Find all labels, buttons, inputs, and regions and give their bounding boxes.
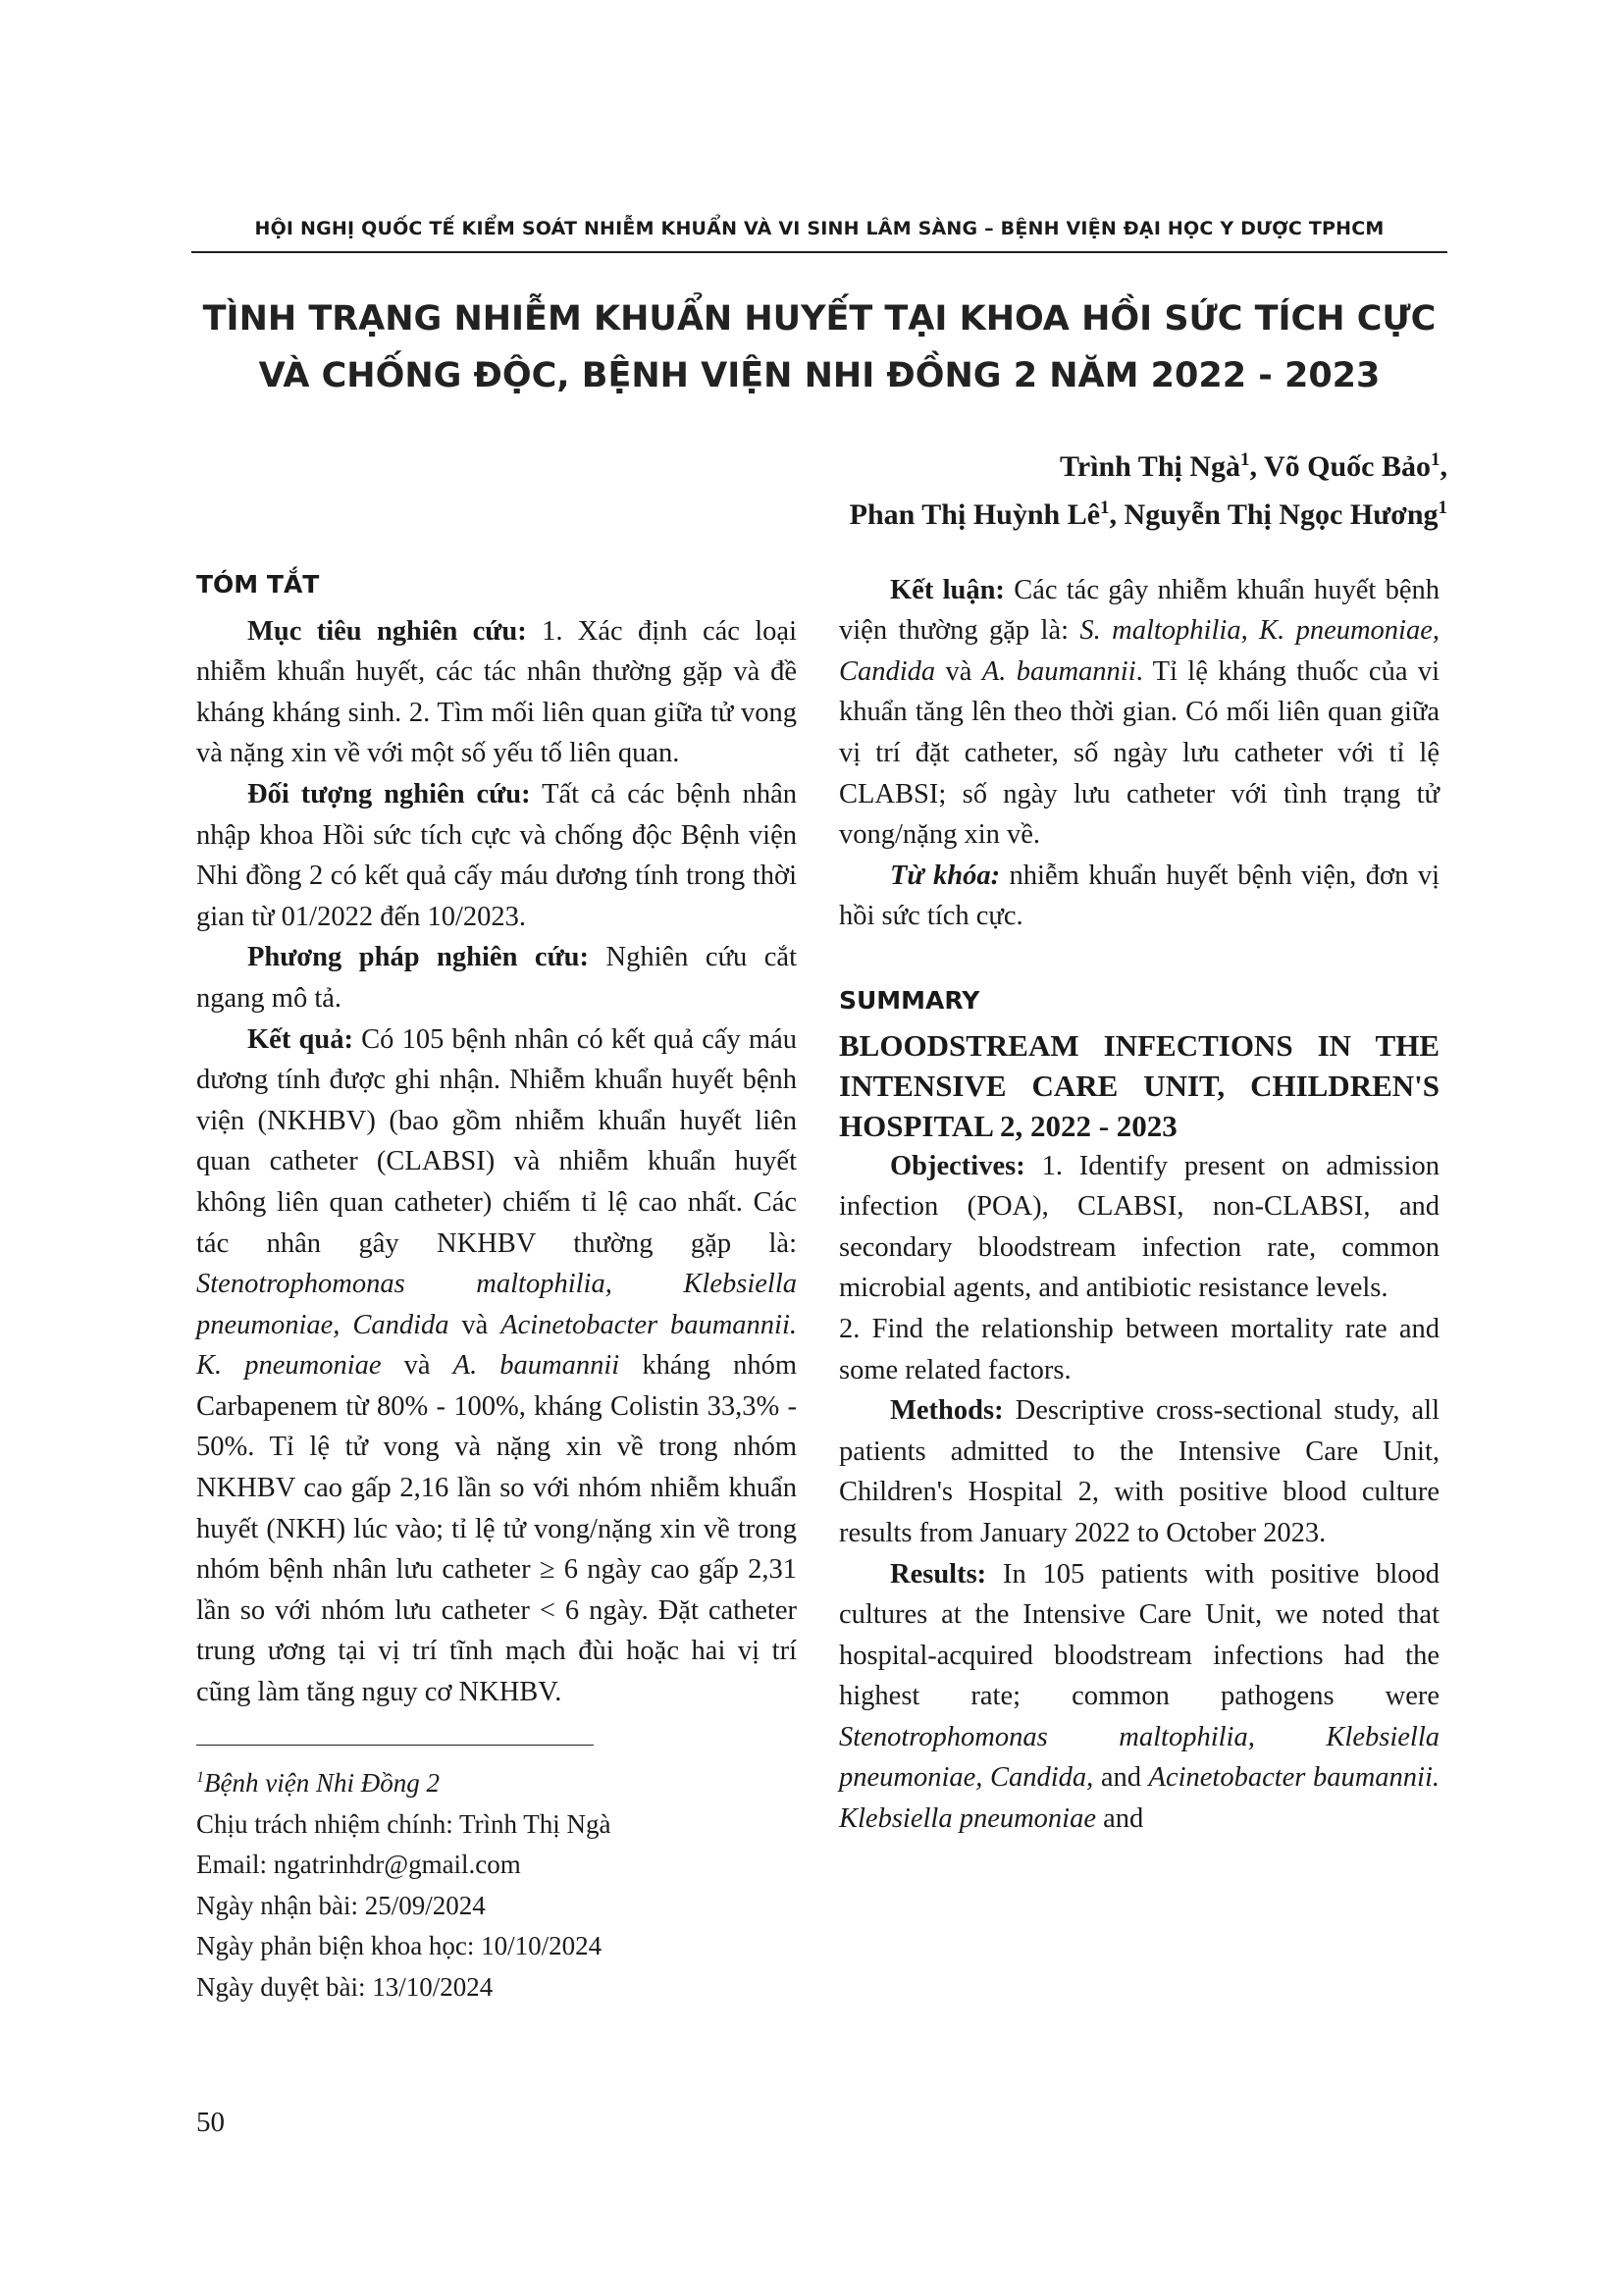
- author-list: [850, 440, 1447, 536]
- text-ketqua: và: [448, 1309, 501, 1340]
- text-results: and: [1093, 1762, 1149, 1794]
- label-objectives: Objectives:: [890, 1150, 1025, 1181]
- para-results: [839, 1554, 1440, 1840]
- species-names: A. baumannii: [981, 655, 1136, 687]
- author-name: Trình Thị Ngà: [1060, 450, 1241, 483]
- para-objectives-2: 2. Find the relationship between mortality rate and some related factors.: [839, 1313, 1440, 1385]
- section-heading-summary: SUMMARY: [839, 985, 980, 1015]
- species-names: Stenotrophomonas maltophilia, Klebsiella pneumoniae, Candida: [196, 1269, 797, 1340]
- text-muctieu: 1. Xác định các loại nhiễm khuẩn huyết, các tác nhân thường gặp và đề kháng kháng sinh. 2. Tìm mối liên quan giữa tử vong và nặng xin về với một số yếu tố liên quan.: [196, 615, 797, 769]
- footnote: [196, 1757, 797, 2008]
- header-rule: [191, 251, 1447, 253]
- label-tukhoa: Từ khóa:: [890, 860, 1001, 891]
- section-spacer: [839, 937, 1440, 980]
- text-methods: Descriptive cross-sectional study, all patients admitted to the Intensive Care Unit, Children's Hospital 2, with positive blood culture results from January 2022 to October 2023.: [839, 1395, 1440, 1548]
- text-ketluan: . Tỉ lệ kháng thuốc của vi khuẩn tăng lên theo thời gian. Có mối liên quan giữa vị trí đặt catheter, số ngày lưu catheter với tỉ lệ CLABSI; số ngày lưu catheter với tình trạng tử vong/nặng xin về.: [839, 655, 1440, 851]
- para-objectives: [839, 1146, 1440, 1309]
- title-line-1: TÌNH TRẠNG NHIỄM KHUẨN HUYẾT TẠI KHOA HỒI SỨC TÍCH CỰC: [202, 299, 1437, 339]
- author-separator: ,: [1249, 450, 1264, 483]
- text-phuongphap: Nghiên cứu cắt ngang mô tả.: [196, 942, 797, 1014]
- author-line-1: Trình Thị Ngà$^1$, Võ Quốc Bảo$^1$,: [1060, 449, 1447, 483]
- affiliation-marker: 1: [1240, 449, 1250, 470]
- abstract-flow-continued: [839, 564, 1440, 1840]
- affiliation-marker: 1: [196, 1769, 204, 1786]
- footnote-line: Ngày nhận bài: 25/09/2024: [196, 1890, 486, 1920]
- label-doituong: Đối tượng nghiên cứu:: [247, 778, 531, 809]
- page-number: 50: [196, 2107, 225, 2138]
- text-results: In 105 patients with positive blood cultures at the Intensive Care Unit, we noted that hospital-acquired bloodstream infections had the highest rate; common pathogens were: [839, 1558, 1440, 1712]
- label-phuongphap: Phương pháp nghiên cứu:: [247, 942, 590, 973]
- label-methods: Methods:: [890, 1395, 1004, 1427]
- running-header: HỘI NGHỊ QUỐC TẾ KIỂM SOÁT NHIỄM KHUẨN VÀ VI SINH LÂM SÀNG – BỆNH VIỆN ĐẠI HỌC Y DƯỢC TPHCM: [254, 218, 1385, 239]
- text-ketluan: và: [935, 655, 982, 687]
- para-methods: [839, 1390, 1440, 1553]
- author-name: Nguyễn Thị Ngọc Hương: [1124, 498, 1439, 531]
- species-names: Acinetobacter baumannii. Klebsiella pneumoniae: [839, 1762, 1440, 1835]
- affiliation-marker: 1: [1431, 449, 1441, 470]
- species-names: Acinetobacter baumannii. K. pneumoniae: [196, 1309, 797, 1382]
- label-ketqua: Kết quả:: [247, 1023, 353, 1055]
- footnote-line: Ngày phản biện khoa học: 10/10/2024: [196, 1931, 602, 1960]
- text-ketluan: Các tác gây nhiễm khuẩn huyết bệnh viện thường gặp là:: [839, 574, 1441, 647]
- author-separator: ,: [1109, 498, 1125, 531]
- affiliation-marker: 1: [1438, 497, 1447, 518]
- species-names: A. baumannii: [452, 1350, 620, 1382]
- species-names: S. maltophilia, K. pneumoniae, Candida: [839, 615, 1440, 687]
- author-line-2: [850, 488, 1447, 536]
- para-ketluan: [839, 570, 1440, 856]
- footnote-line: Email: ngatrinhdr@gmail.com: [196, 1850, 521, 1879]
- footnote-line: Chịu trách nhiệm chính: Trình Thị Ngà: [196, 1808, 611, 1839]
- text-objectives: 1. Identify present on admission infection (POA), CLABSI, non-CLABSI, and secondary bloodstream infection rate, common microbial agents, and antibiotic resistance levels.: [839, 1150, 1440, 1304]
- para-tukhoa: [839, 856, 1440, 937]
- author-name: Võ Quốc Bảo: [1263, 450, 1431, 483]
- author-name: Phan Thị Huỳnh Lê: [849, 498, 1101, 531]
- affiliation-marker: 1: [1100, 497, 1110, 518]
- section-heading-tomtat: TÓM TẮT: [196, 570, 320, 599]
- label-results: Results:: [890, 1558, 987, 1590]
- text-ketqua: và: [381, 1350, 453, 1382]
- text-tukhoa: nhiễm khuẩn huyết bệnh viện, đơn vị hồi sức tích cực.: [839, 860, 1440, 932]
- title-line-2: VÀ CHỐNG ĐỘC, BỆNH VIỆN NHI ĐỒNG 2 NĂM 2022 - 2023: [258, 356, 1381, 395]
- english-title: BLOODSTREAM INFECTIONS IN THE INTENSIVE CARE UNIT, CHILDREN'S HOSPITAL 2, 2022 - 2023: [839, 1027, 1440, 1143]
- label-ketluan: Kết luận:: [890, 574, 1005, 605]
- article-title: [191, 290, 1447, 404]
- species-names: Stenotrophomonas maltophilia, Klebsiella pneumoniae, Candida,: [839, 1721, 1440, 1794]
- label-muctieu: Mục tiêu nghiên cứu:: [247, 615, 527, 647]
- text-ketqua: Có 105 bệnh nhân có kết quả cấy máu dương tính được ghi nhận. Nhiễm khuẩn huyết bệnh viện (NKHBV) (bao gồm nhiễm khuẩn huyết liên quan catheter (CLABSI) và nhiễm khuẩn huyết không liên quan catheter) chiếm tỉ lệ cao nhất. Các tác nhân gây NKHBV thường gặp là:: [196, 1023, 798, 1259]
- text-ketqua: kháng nhóm Carbapenem từ 80% - 100%, kháng Colistin 33,3% - 50%. Tỉ lệ tử vong và nặng xin về trong nhóm NKHBV cao gấp 2,16 lần so với nhóm nhiễm khuẩn huyết (NKH) lúc vào; tỉ lệ tử vong/nặng xin về trong nhóm bệnh nhân lưu catheter ≥ 6 ngày cao gấp 2,31 lần so với nhóm lưu catheter < 6 ngày. Đặt catheter trung ương tại vị trí tĩnh mạch đùi hoặc hai vị trí cũng làm tăng nguy cơ NKHBV.: [196, 1350, 797, 1708]
- affiliation-text: Bệnh viện Nhi Đồng 2: [204, 1768, 440, 1798]
- footnote-affiliation: [196, 1757, 797, 1804]
- text-results: and: [1096, 1803, 1144, 1835]
- text-doituong: Tất cả các bệnh nhân nhập khoa Hồi sức tích cực và chống độc Bệnh viện Nhi đồng 2 có kết quả cấy máu dương tính trong thời gian từ 01/2022 đến 10/2023.: [196, 778, 798, 932]
- footnote-rule: [196, 1745, 594, 1746]
- footnote-line: Ngày duyệt bài: 13/10/2024: [196, 1971, 494, 2002]
